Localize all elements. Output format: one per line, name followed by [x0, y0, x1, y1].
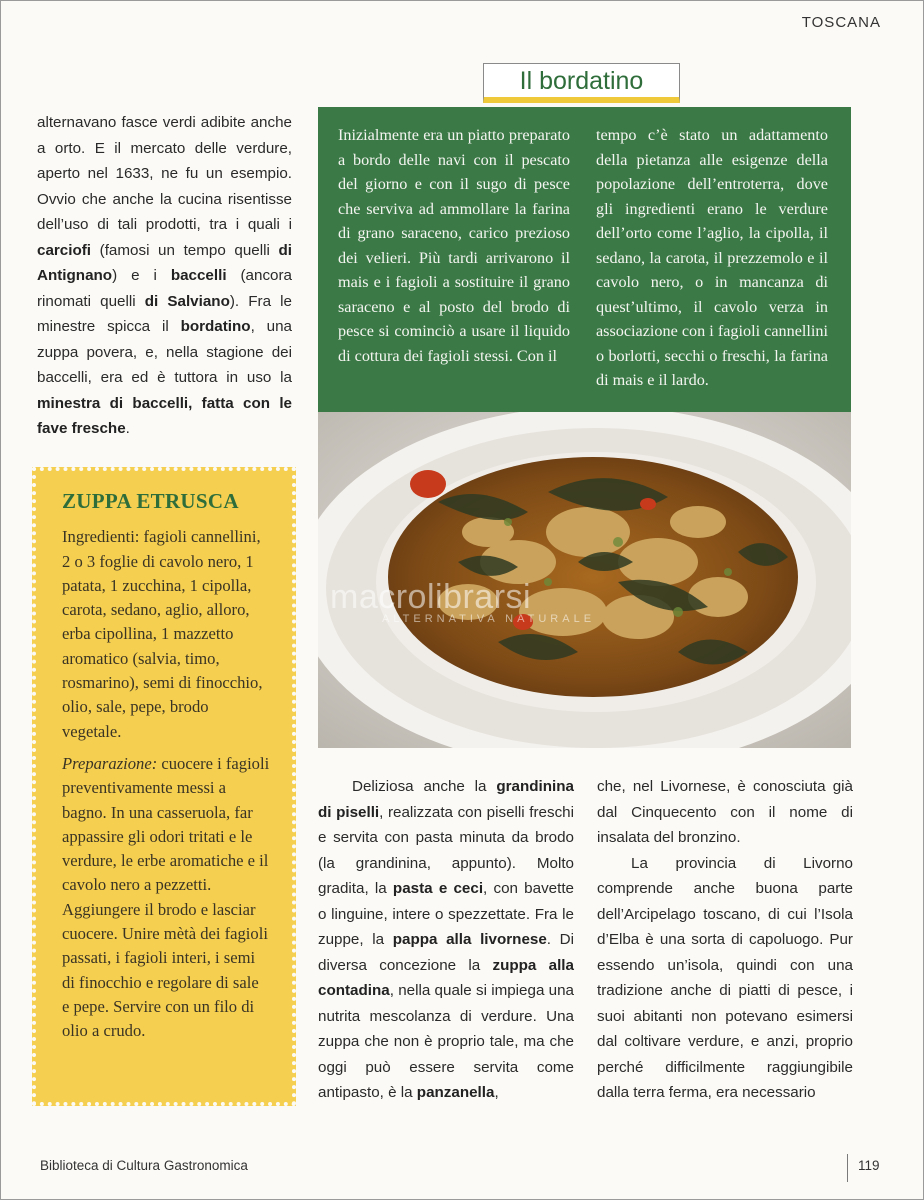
watermark: [330, 578, 595, 625]
bold-term: bordatino: [180, 318, 251, 335]
recipe-ingredients: Ingredienti: fagioli cannellini, 2 o 3 foglie di cavolo nero, 1 patata, 1 zucchina, 1 cipolla, carota, sedano, aglio, alloro, erba cipollina, 1 mazzetto aromatico (salvia, timo, rosmarino), semi di finocchio, olio, sale, pepe, brodo vegetale.: [62, 527, 263, 741]
footer-divider: [847, 1154, 848, 1182]
bordatino-column-1: Inizialmente era un piatto preparato a bordo delle navi con il pescato del giorno e con il sugo di pesce che serviva ad ammollare la farina di grano saraceno, carico prezioso dei velieri. Più tardi arrivarono il mais e i fagioli a sostituire il grano saraceno e al posto del brodo di pesce si cominciò a usare il liquido di cottura dei fagioli stessi. Con il: [338, 126, 570, 365]
preparation-label: Preparazione:: [62, 753, 158, 773]
bold-term: pappa alla livornese: [392, 931, 547, 948]
right-column-paragraph-2: La provincia di Livorno comprende anche buona parte dell’Arcipelago toscano, di cui l’Isola d’Elba è una sorta di capoluogo. Pur essendo un’isola, quindi con una tradizione anche di piatti di pesce, i suoi abitanti non potevano esimersi dal coltivare verdure, e anzi, proprio perché difficilmente raggiungibile dalla terra ferma, era necessario: [597, 854, 853, 1101]
left-column-paragraph: alternavano fasce verdi adibite anche a orto. E il mercato delle verdure, aperto nel 1633, ne fu un esempio. Ovvio che anche la cucina risentisse dell’uso di tali prodotti, tra i quali i carciofi (famosi un tempo quelli di Antignano) e i baccelli (ancora rinomati quelli di Salviano). Fra le minestre spicca il bordatino, una zuppa povera, e, nella stagione dei baccelli, era ed è tuttora in uso la minestra di baccelli, fatta con le fave fresche.: [37, 114, 292, 437]
footer-book-title: Biblioteca di Cultura Gastronomica: [40, 1158, 248, 1173]
bold-term: minestra di baccelli, fatta con le fave fresche: [37, 394, 292, 437]
bold-term: grandinina di piselli: [318, 778, 574, 821]
right-column-text: [597, 774, 853, 1106]
sidebar-title: Il bordatino: [483, 63, 680, 103]
page-number: 119: [858, 1158, 880, 1173]
bold-term: di Antignano: [37, 241, 292, 284]
left-column-text: [37, 110, 292, 442]
right-column-paragraph-1: che, nel Livornese, è conosciuta già dal Cinquecento con il nome di insalata del bronzino.: [597, 778, 853, 846]
bordatino-column-2: tempo c’è stato un adattamento della pietanza alle esigenze della popolazione dell’entroterra, dove gli ingredienti erano le verdure dell’orto come l’aglio, la cipolla, il sedano, la carota, il prezzemolo e il cavolo nero, o in mancanza di quest’ultimo, il cavolo verza in associazione con i fagioli cannellini o borlotti, secchi o freschi, la farina di mais e il lardo.: [596, 126, 828, 389]
preparation-text: cuocere i fagioli preventivamente messi a bagno. In una casseruola, far appassire gli odori tritati e le verdure, le erbe aromatiche e il cavolo nero a pezzetti. Aggiungere il brodo e lasciar cuocere. Unire mètà dei fagioli passati, i fagioli interi, i semi di finocchio e regolare di sale e pepe. Servire con un filo di olio a crudo.: [62, 753, 270, 1041]
recipe-preparation: [62, 752, 270, 1044]
middle-column-paragraph: Deliziosa anche la grandinina di piselli, realizzata con piselli freschi e servita con pasta minuta da brodo (la grandinina, appunto). Molto gradita, la pasta e ceci, con bavette o linguine, intere o spezzettate. Fra le zuppe, la pappa alla livornese. Di diversa concezione la zuppa alla contadina, nella quale si impiega una nutrita mescolanza di verdure. Una zuppa che non è proprio tale, ma che oggi può essere servita come antipasto, è la panzanella,: [318, 778, 575, 1101]
bold-term: panzanella: [416, 1084, 495, 1101]
middle-column-text: [318, 774, 574, 1106]
watermark-name: macrolibrarsi: [330, 578, 532, 616]
bold-term: carciofi: [37, 241, 92, 259]
recipe-box: [36, 471, 292, 1102]
bold-term: pasta e ceci: [392, 880, 484, 897]
bordatino-sidebar: [318, 107, 851, 412]
bold-term: zuppa alla contadina: [318, 956, 574, 999]
section-label: TOSCANA: [801, 14, 881, 31]
recipe-title: ZUPPA ETRUSCA: [62, 489, 239, 513]
watermark-tagline: ALTERNATIVA NATURALE: [382, 613, 596, 625]
bold-term: baccelli: [170, 267, 227, 284]
bold-term: di Salviano: [144, 292, 230, 310]
